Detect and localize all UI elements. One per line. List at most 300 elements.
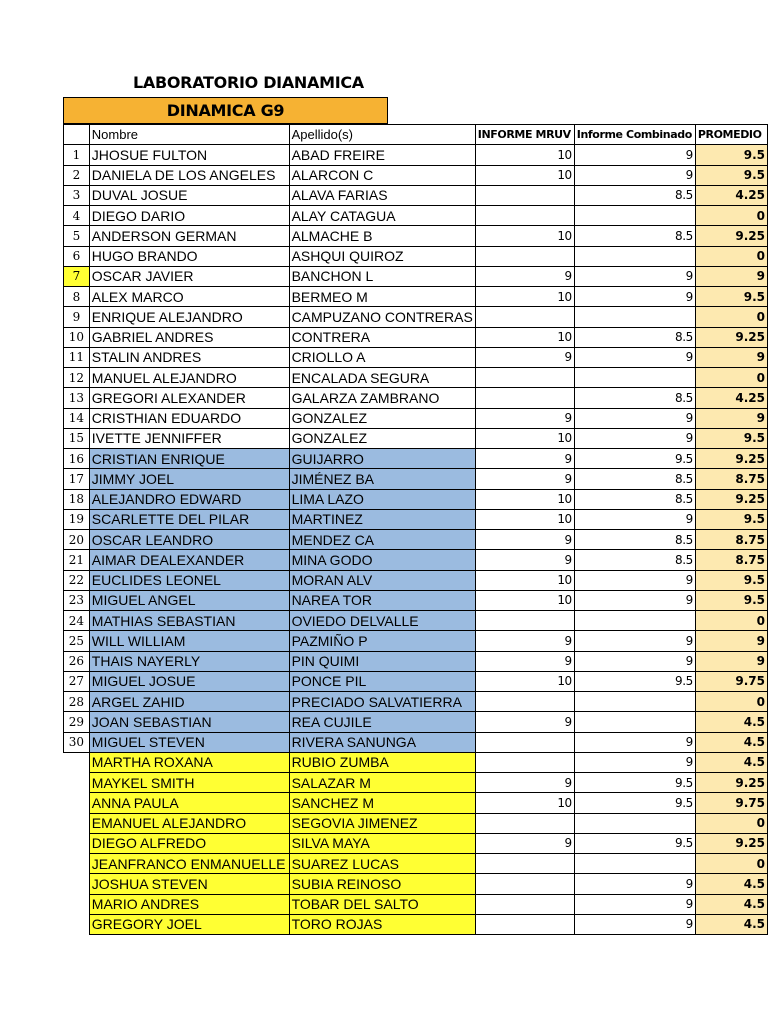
informe-combinado-cell[interactable]: 9: [574, 631, 695, 651]
row-number-cell[interactable]: 3: [64, 185, 90, 205]
apellido-cell[interactable]: [289, 206, 475, 226]
apellido-text: ALMACHE B: [291, 227, 373, 244]
informe-combinado-cell[interactable]: 8.5: [574, 226, 695, 246]
nombre-cell[interactable]: JHOSUE FULTON: [89, 145, 289, 165]
promedio-cell[interactable]: 9.25: [695, 773, 767, 793]
apellido-cell[interactable]: [289, 449, 475, 469]
row-number-cell[interactable]: [64, 793, 90, 813]
row-number-cell[interactable]: 13: [64, 388, 90, 408]
informe-combinado-cell[interactable]: 9: [574, 408, 695, 428]
informe-combinado-cell[interactable]: 9: [574, 428, 695, 448]
promedio-cell[interactable]: 9.25: [695, 226, 767, 246]
promedio-cell[interactable]: 8.75: [695, 550, 767, 570]
apellido-text: SEGOVIA JIMENEZ: [291, 815, 418, 832]
apellido-cell[interactable]: [289, 428, 475, 448]
promedio-cell[interactable]: 9.5: [695, 509, 767, 529]
informe-mruv-cell[interactable]: 9: [475, 712, 574, 732]
row-number-cell[interactable]: 25: [64, 631, 90, 651]
informe-combinado-cell[interactable]: 8.5: [574, 469, 695, 489]
nombre-cell[interactable]: OSCAR LEANDRO: [89, 530, 289, 550]
apellido-text: SALAZAR M: [291, 774, 371, 791]
informe-combinado-cell[interactable]: [574, 854, 695, 874]
apellido-text: PIN QUIMI: [291, 653, 360, 670]
row-number-cell[interactable]: 4: [64, 206, 90, 226]
table-row: [64, 246, 768, 266]
apellido-cell[interactable]: [289, 347, 475, 367]
informe-mruv-cell[interactable]: [475, 206, 574, 226]
row-number-cell[interactable]: 10: [64, 327, 90, 347]
nombre-cell[interactable]: GABRIEL ANDRES: [89, 327, 289, 347]
informe-combinado-cell[interactable]: 9: [574, 894, 695, 914]
promedio-cell[interactable]: 9: [695, 408, 767, 428]
informe-mruv-cell[interactable]: 10: [475, 590, 574, 610]
informe-combinado-cell[interactable]: [574, 246, 695, 266]
row-number-cell[interactable]: 26: [64, 651, 90, 671]
apellido-cell[interactable]: [289, 793, 475, 813]
row-number-cell[interactable]: 8: [64, 287, 90, 307]
promedio-cell[interactable]: 9.25: [695, 833, 767, 853]
apellido-text: SUBIA REINOSO: [291, 875, 402, 892]
nombre-cell[interactable]: MAYKEL SMITH: [89, 773, 289, 793]
apellido-text: JIMÉNEZ BA: [291, 470, 375, 487]
apellido-cell[interactable]: [289, 692, 475, 712]
row-number-cell[interactable]: 15: [64, 428, 90, 448]
apellido-cell[interactable]: [289, 651, 475, 671]
apellido-cell[interactable]: [289, 894, 475, 914]
informe-combinado-cell[interactable]: 9: [574, 287, 695, 307]
apellido-text: MARTINEZ: [291, 511, 363, 528]
informe-combinado-cell[interactable]: 9: [574, 145, 695, 165]
informe-combinado-cell[interactable]: 8.5: [574, 550, 695, 570]
informe-combinado-cell[interactable]: 9: [574, 590, 695, 610]
group-header: DINAMICA G9: [63, 97, 388, 124]
informe-mruv-cell[interactable]: [475, 914, 574, 934]
nombre-cell[interactable]: DIEGO ALFREDO: [89, 833, 289, 853]
informe-mruv-cell[interactable]: [475, 692, 574, 712]
apellido-cell[interactable]: [289, 833, 475, 853]
apellido-cell[interactable]: [289, 226, 475, 246]
informe-mruv-cell[interactable]: [475, 752, 574, 772]
table-row: [64, 550, 768, 570]
promedio-cell[interactable]: 4.25: [695, 388, 767, 408]
row-number-cell[interactable]: 7: [64, 266, 90, 286]
promedio-cell[interactable]: 4.5: [695, 732, 767, 752]
apellido-cell[interactable]: [289, 287, 475, 307]
promedio-cell[interactable]: 9.5: [695, 145, 767, 165]
informe-mruv-cell[interactable]: 9: [475, 631, 574, 651]
apellido-cell[interactable]: [289, 509, 475, 529]
nombre-cell[interactable]: MANUEL ALEJANDRO: [89, 368, 289, 388]
promedio-cell[interactable]: 9.5: [695, 590, 767, 610]
nombre-cell[interactable]: JEANFRANCO ENMANUELLE: [89, 854, 289, 874]
promedio-cell[interactable]: 4.5: [695, 712, 767, 732]
promedio-cell[interactable]: 9.75: [695, 671, 767, 691]
apellido-cell[interactable]: [289, 732, 475, 752]
promedio-cell[interactable]: 9.5: [695, 165, 767, 185]
row-number-cell[interactable]: 23: [64, 590, 90, 610]
apellido-cell[interactable]: [289, 752, 475, 772]
informe-combinado-cell[interactable]: 9: [574, 874, 695, 894]
header-apellido[interactable]: Apellido(s): [289, 125, 475, 145]
informe-mruv-cell[interactable]: 10: [475, 793, 574, 813]
row-number-cell[interactable]: 22: [64, 570, 90, 590]
table-row: [64, 165, 768, 185]
informe-mruv-cell[interactable]: 9: [475, 773, 574, 793]
row-number-cell[interactable]: 1: [64, 145, 90, 165]
apellido-text: SUAREZ LUCAS: [291, 855, 399, 872]
row-number-cell[interactable]: 29: [64, 712, 90, 732]
row-number-cell[interactable]: 5: [64, 226, 90, 246]
row-number-cell[interactable]: 19: [64, 509, 90, 529]
informe-mruv-cell[interactable]: 10: [475, 428, 574, 448]
nombre-cell[interactable]: MATHIAS SEBASTIAN: [89, 611, 289, 631]
promedio-cell[interactable]: 9.5: [695, 287, 767, 307]
header-promedio[interactable]: PROMEDIO: [695, 125, 767, 145]
row-number-cell[interactable]: [64, 752, 90, 772]
informe-combinado-cell[interactable]: [574, 307, 695, 327]
table-row: [64, 692, 768, 712]
table-row: [64, 327, 768, 347]
apellido-text: ASHQUI QUIROZ: [291, 248, 404, 265]
informe-mruv-cell[interactable]: 10: [475, 165, 574, 185]
nombre-cell[interactable]: EMANUEL ALEJANDRO: [89, 813, 289, 833]
promedio-cell[interactable]: 9.5: [695, 428, 767, 448]
informe-mruv-cell[interactable]: [475, 307, 574, 327]
table-row: [64, 793, 768, 813]
informe-combinado-cell[interactable]: 9: [574, 509, 695, 529]
row-number-cell[interactable]: 9: [64, 307, 90, 327]
informe-combinado-cell[interactable]: 9: [574, 914, 695, 934]
nombre-cell[interactable]: ARGEL ZAHID: [89, 692, 289, 712]
informe-combinado-cell[interactable]: [574, 813, 695, 833]
informe-mruv-cell[interactable]: 10: [475, 489, 574, 509]
apellido-cell[interactable]: [289, 388, 475, 408]
informe-combinado-cell[interactable]: 9.5: [574, 449, 695, 469]
apellido-cell[interactable]: [289, 368, 475, 388]
informe-mruv-cell[interactable]: [475, 246, 574, 266]
informe-combinado-cell[interactable]: 9: [574, 266, 695, 286]
promedio-cell[interactable]: 9: [695, 347, 767, 367]
row-number-cell[interactable]: [64, 833, 90, 853]
grades-table: [63, 124, 768, 935]
apellido-text: NAREA TOR: [291, 592, 372, 609]
nombre-cell[interactable]: JIMMY JOEL: [89, 469, 289, 489]
apellido-cell[interactable]: [289, 712, 475, 732]
promedio-cell[interactable]: 9: [695, 651, 767, 671]
informe-mruv-cell[interactable]: 10: [475, 671, 574, 691]
informe-mruv-cell[interactable]: 9: [475, 469, 574, 489]
nombre-cell[interactable]: WILL WILLIAM: [89, 631, 289, 651]
informe-combinado-cell[interactable]: 8.5: [574, 530, 695, 550]
apellido-text: PONCE PIL: [291, 673, 367, 690]
promedio-cell[interactable]: 9: [695, 266, 767, 286]
informe-mruv-cell[interactable]: [475, 611, 574, 631]
table-row: [64, 671, 768, 691]
nombre-cell[interactable]: MIGUEL JOSUE: [89, 671, 289, 691]
nombre-cell[interactable]: CRISTIAN ENRIQUE: [89, 449, 289, 469]
informe-mruv-cell[interactable]: [475, 732, 574, 752]
informe-combinado-cell[interactable]: 9: [574, 651, 695, 671]
nombre-cell[interactable]: MARTHA ROXANA: [89, 752, 289, 772]
table-row: [64, 145, 768, 165]
table-row: [64, 894, 768, 914]
informe-mruv-cell[interactable]: 9: [475, 266, 574, 286]
apellido-cell[interactable]: [289, 165, 475, 185]
nombre-cell[interactable]: ENRIQUE ALEJANDRO: [89, 307, 289, 327]
apellido-text: GALARZA ZAMBRANO: [291, 389, 440, 406]
apellido-cell[interactable]: [289, 611, 475, 631]
nombre-cell[interactable]: HUGO BRANDO: [89, 246, 289, 266]
row-number-cell[interactable]: [64, 874, 90, 894]
informe-combinado-cell[interactable]: 8.5: [574, 185, 695, 205]
promedio-cell[interactable]: 0: [695, 813, 767, 833]
nombre-cell[interactable]: MIGUEL ANGEL: [89, 590, 289, 610]
promedio-cell[interactable]: 9.25: [695, 327, 767, 347]
nombre-cell[interactable]: MIGUEL STEVEN: [89, 732, 289, 752]
apellido-text: CAMPUZANO CONTRERAS: [291, 308, 473, 325]
nombre-cell[interactable]: ALEJANDRO EDWARD: [89, 489, 289, 509]
apellido-cell[interactable]: [289, 246, 475, 266]
promedio-cell[interactable]: 0: [695, 206, 767, 226]
promedio-cell[interactable]: 9: [695, 631, 767, 651]
row-number-cell[interactable]: 16: [64, 449, 90, 469]
informe-combinado-cell[interactable]: 8.5: [574, 327, 695, 347]
informe-mruv-cell[interactable]: 9: [475, 347, 574, 367]
informe-mruv-cell[interactable]: 10: [475, 509, 574, 529]
apellido-text: TOBAR DEL SALTO: [291, 896, 419, 913]
nombre-cell[interactable]: THAIS NAYERLY: [89, 651, 289, 671]
informe-mruv-cell[interactable]: [475, 874, 574, 894]
informe-combinado-cell[interactable]: [574, 712, 695, 732]
informe-combinado-cell[interactable]: [574, 206, 695, 226]
informe-mruv-cell[interactable]: 9: [475, 833, 574, 853]
nombre-cell[interactable]: EUCLIDES LEONEL: [89, 570, 289, 590]
informe-combinado-cell[interactable]: 8.5: [574, 489, 695, 509]
informe-mruv-cell[interactable]: [475, 185, 574, 205]
row-number-cell[interactable]: 21: [64, 550, 90, 570]
nombre-cell[interactable]: AIMAR DEALEXANDER: [89, 550, 289, 570]
row-number-cell[interactable]: [64, 773, 90, 793]
nombre-cell[interactable]: ANDERSON GERMAN: [89, 226, 289, 246]
promedio-cell[interactable]: 8.75: [695, 469, 767, 489]
apellido-cell[interactable]: [289, 145, 475, 165]
informe-mruv-cell[interactable]: 10: [475, 570, 574, 590]
row-number-cell[interactable]: 24: [64, 611, 90, 631]
informe-mruv-cell[interactable]: [475, 388, 574, 408]
apellido-text: ENCALADA SEGURA: [291, 369, 430, 386]
informe-combinado-cell[interactable]: [574, 611, 695, 631]
apellido-text: PRECIADO SALVATIERRA: [291, 693, 462, 710]
table-row: [64, 833, 768, 853]
promedio-cell[interactable]: 9.25: [695, 489, 767, 509]
row-number-cell[interactable]: 12: [64, 368, 90, 388]
table-row: [64, 813, 768, 833]
row-number-cell[interactable]: 20: [64, 530, 90, 550]
apellido-text: MINA GODO: [291, 551, 373, 568]
informe-combinado-cell[interactable]: [574, 692, 695, 712]
informe-mruv-cell[interactable]: 9: [475, 408, 574, 428]
informe-mruv-cell[interactable]: 10: [475, 287, 574, 307]
promedio-cell[interactable]: 0: [695, 246, 767, 266]
promedio-cell[interactable]: 4.25: [695, 185, 767, 205]
promedio-cell[interactable]: 4.5: [695, 752, 767, 772]
nombre-cell[interactable]: ANNA PAULA: [89, 793, 289, 813]
apellido-cell[interactable]: [289, 854, 475, 874]
informe-mruv-cell[interactable]: 10: [475, 145, 574, 165]
table-row: [64, 732, 768, 752]
promedio-cell[interactable]: 4.5: [695, 874, 767, 894]
row-number-cell[interactable]: 18: [64, 489, 90, 509]
promedio-cell[interactable]: 9.75: [695, 793, 767, 813]
table-row: [64, 773, 768, 793]
informe-combinado-cell[interactable]: 9: [574, 347, 695, 367]
apellido-cell[interactable]: [289, 266, 475, 286]
informe-mruv-cell[interactable]: 9: [475, 651, 574, 671]
row-number-cell[interactable]: 11: [64, 347, 90, 367]
informe-mruv-cell[interactable]: [475, 813, 574, 833]
promedio-cell[interactable]: 8.75: [695, 530, 767, 550]
nombre-cell[interactable]: OSCAR JAVIER: [89, 266, 289, 286]
apellido-cell[interactable]: [289, 489, 475, 509]
apellido-cell[interactable]: [289, 408, 475, 428]
informe-combinado-cell[interactable]: [574, 368, 695, 388]
promedio-cell[interactable]: 9.5: [695, 570, 767, 590]
apellido-cell[interactable]: [289, 327, 475, 347]
table-row: [64, 469, 768, 489]
promedio-cell[interactable]: 0: [695, 368, 767, 388]
apellido-cell[interactable]: [289, 530, 475, 550]
apellido-cell[interactable]: [289, 469, 475, 489]
row-number-cell[interactable]: 17: [64, 469, 90, 489]
nombre-cell[interactable]: DUVAL JOSUE: [89, 185, 289, 205]
informe-mruv-cell[interactable]: [475, 894, 574, 914]
promedio-cell[interactable]: 4.5: [695, 894, 767, 914]
promedio-cell[interactable]: 0: [695, 854, 767, 874]
informe-combinado-cell[interactable]: 9.5: [574, 833, 695, 853]
row-number-cell[interactable]: [64, 914, 90, 934]
table-row: [64, 287, 768, 307]
promedio-cell[interactable]: 0: [695, 611, 767, 631]
sheet-title: LABORATORIO DIANAMICA: [133, 73, 364, 92]
table-row: [64, 631, 768, 651]
apellido-text: GUIJARRO: [291, 450, 364, 467]
table-row: [64, 408, 768, 428]
nombre-cell[interactable]: GREGORY JOEL: [89, 914, 289, 934]
nombre-cell[interactable]: STALIN ANDRES: [89, 347, 289, 367]
apellido-cell[interactable]: [289, 671, 475, 691]
row-number-cell[interactable]: 27: [64, 671, 90, 691]
promedio-cell[interactable]: 0: [695, 307, 767, 327]
promedio-cell[interactable]: 9.25: [695, 449, 767, 469]
header-nombre[interactable]: Nombre: [89, 125, 289, 145]
informe-mruv-cell[interactable]: [475, 854, 574, 874]
nombre-cell[interactable]: JOSHUA STEVEN: [89, 874, 289, 894]
table-row: [64, 388, 768, 408]
informe-combinado-cell[interactable]: 9: [574, 165, 695, 185]
apellido-cell[interactable]: [289, 570, 475, 590]
apellido-cell[interactable]: [289, 185, 475, 205]
row-number-cell[interactable]: 30: [64, 732, 90, 752]
apellido-text: OVIEDO DELVALLE: [291, 612, 419, 629]
apellido-cell[interactable]: [289, 590, 475, 610]
table-row: [64, 712, 768, 732]
apellido-cell[interactable]: [289, 307, 475, 327]
nombre-cell[interactable]: JOAN SEBASTIAN: [89, 712, 289, 732]
nombre-cell[interactable]: SCARLETTE DEL PILAR: [89, 509, 289, 529]
nombre-cell[interactable]: CRISTHIAN EDUARDO: [89, 408, 289, 428]
nombre-cell[interactable]: DIEGO DARIO: [89, 206, 289, 226]
nombre-cell[interactable]: GREGORI ALEXANDER: [89, 388, 289, 408]
row-number-cell[interactable]: 14: [64, 408, 90, 428]
apellido-cell[interactable]: [289, 914, 475, 934]
header-informe-combinado[interactable]: Informe Combinado: [574, 125, 695, 145]
table-row: [64, 914, 768, 934]
header-row: [64, 125, 768, 145]
row-number-cell[interactable]: [64, 894, 90, 914]
informe-mruv-cell[interactable]: 10: [475, 226, 574, 246]
apellido-text: CRIOLLO A: [291, 349, 366, 366]
nombre-cell[interactable]: IVETTE JENNIFFER: [89, 428, 289, 448]
apellido-text: PAZMIÑO P: [291, 632, 368, 649]
row-number-cell[interactable]: 2: [64, 165, 90, 185]
nombre-cell[interactable]: ALEX MARCO: [89, 287, 289, 307]
apellido-text: BANCHON L: [291, 268, 374, 285]
apellido-text: ALAY CATAGUA: [291, 207, 396, 224]
row-number-cell[interactable]: 28: [64, 692, 90, 712]
table-row: [64, 854, 768, 874]
apellido-cell[interactable]: [289, 550, 475, 570]
informe-mruv-cell[interactable]: 10: [475, 327, 574, 347]
informe-combinado-cell[interactable]: 9: [574, 570, 695, 590]
table-row: [64, 570, 768, 590]
informe-combinado-cell[interactable]: 9.5: [574, 773, 695, 793]
row-number-cell[interactable]: 6: [64, 246, 90, 266]
informe-mruv-cell[interactable]: 9: [475, 449, 574, 469]
table-row: [64, 530, 768, 550]
table-row: [64, 590, 768, 610]
informe-mruv-cell[interactable]: [475, 368, 574, 388]
row-number-cell[interactable]: [64, 813, 90, 833]
apellido-cell[interactable]: [289, 773, 475, 793]
apellido-text: SANCHEZ M: [291, 794, 375, 811]
apellido-text: MENDEZ CA: [291, 531, 375, 548]
informe-combinado-cell[interactable]: 8.5: [574, 388, 695, 408]
promedio-cell[interactable]: 4.5: [695, 914, 767, 934]
apellido-cell[interactable]: [289, 874, 475, 894]
nombre-cell[interactable]: DANIELA DE LOS ANGELES: [89, 165, 289, 185]
table-row: [64, 752, 768, 772]
table-row: [64, 185, 768, 205]
apellido-text: CONTRERA: [291, 329, 371, 346]
informe-combinado-cell[interactable]: 9: [574, 752, 695, 772]
header-informe-mruv[interactable]: INFORME MRUV: [475, 125, 574, 145]
informe-combinado-cell[interactable]: 9.5: [574, 671, 695, 691]
informe-combinado-cell[interactable]: 9: [574, 732, 695, 752]
nombre-cell[interactable]: MARIO ANDRES: [89, 894, 289, 914]
informe-mruv-cell[interactable]: 9: [475, 530, 574, 550]
informe-mruv-cell[interactable]: 9: [475, 550, 574, 570]
apellido-cell[interactable]: [289, 631, 475, 651]
table-row: [64, 226, 768, 246]
table-row: [64, 874, 768, 894]
row-number-cell[interactable]: [64, 854, 90, 874]
informe-combinado-cell[interactable]: 9.5: [574, 793, 695, 813]
apellido-cell[interactable]: [289, 813, 475, 833]
promedio-cell[interactable]: 0: [695, 692, 767, 712]
table-row: [64, 611, 768, 631]
table-row: [64, 266, 768, 286]
apellido-text: SILVA MAYA: [291, 835, 370, 852]
